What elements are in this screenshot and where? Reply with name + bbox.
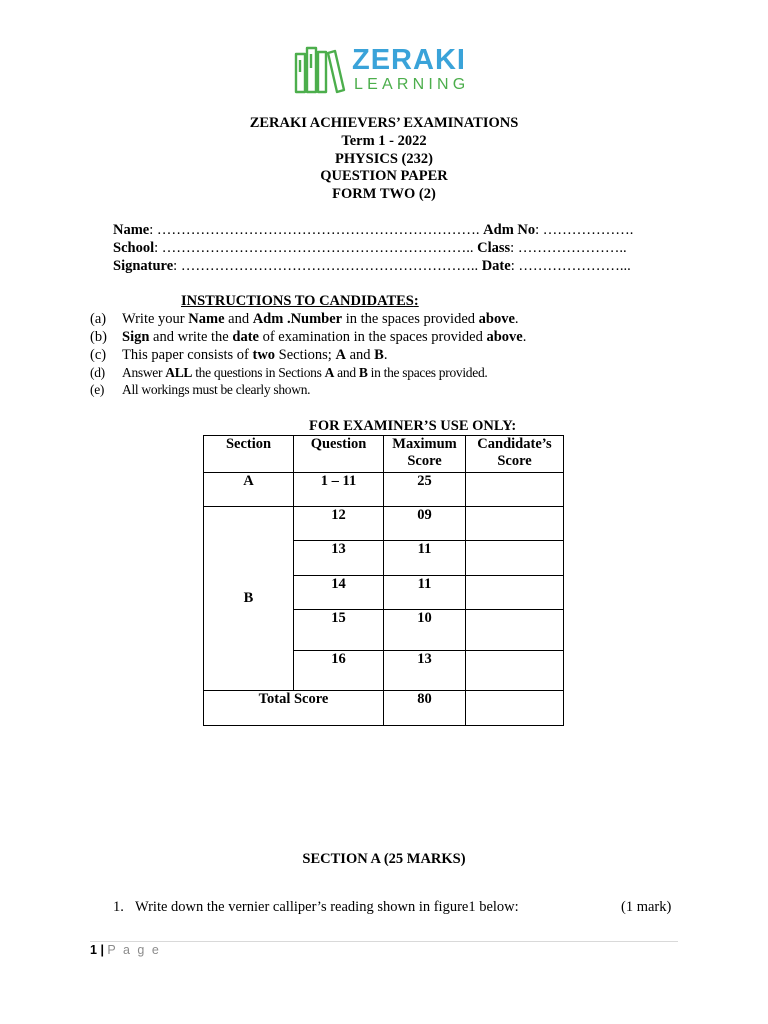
- signature-field[interactable]: : ……………………………………………………..: [173, 258, 479, 274]
- question-cell: 16: [294, 651, 384, 691]
- instruction-e: (e) All workings must be clearly shown.: [90, 382, 311, 397]
- page-separator: |: [100, 943, 104, 957]
- name-field[interactable]: : ………………………………………………………….: [149, 222, 480, 238]
- name-adm-row: [113, 222, 673, 239]
- candidate-score-cell[interactable]: [466, 507, 564, 541]
- header-candidate-score: Candidate’s Score: [466, 436, 564, 473]
- class-label: Class: [477, 240, 511, 256]
- page-footer: [90, 943, 161, 957]
- signature-date-row: [113, 258, 673, 275]
- logo-sub: LEARNING: [354, 76, 470, 93]
- school-class-row: [113, 240, 673, 257]
- section-a-title: SECTION A (25 MARKS): [302, 851, 466, 867]
- section-cell: A: [204, 473, 294, 507]
- adm-field[interactable]: : ……………….: [535, 222, 634, 238]
- examiner-title: FOR EXAMINER’S USE ONLY:: [309, 418, 517, 434]
- total-max-score: 80: [384, 691, 466, 726]
- logo-brand: ZERAKI: [352, 44, 466, 76]
- question-1-number: 1.: [113, 899, 124, 915]
- adm-label: Adm No: [483, 222, 536, 238]
- exam-form: FORM TWO (2): [332, 186, 436, 202]
- candidate-score-cell[interactable]: [466, 473, 564, 507]
- question-1: [113, 899, 519, 916]
- header-max-score: Maximum Score: [384, 436, 466, 473]
- max-score-cell: 25: [384, 473, 466, 507]
- table-row: [204, 473, 564, 507]
- question-cell: 13: [294, 541, 384, 576]
- candidate-score-cell[interactable]: [466, 651, 564, 691]
- candidate-score-cell[interactable]: [466, 576, 564, 610]
- exam-subject: PHYSICS (232): [335, 151, 433, 167]
- candidate-score-cell[interactable]: [466, 610, 564, 651]
- question-cell: 12: [294, 507, 384, 541]
- header-section: Section: [204, 436, 294, 473]
- candidate-score-cell[interactable]: [466, 541, 564, 576]
- class-field[interactable]: : …………………..: [510, 240, 627, 256]
- max-score-cell: 11: [384, 576, 466, 610]
- exam-paper: QUESTION PAPER: [320, 168, 448, 184]
- instruction-d: (d) Answer ALL the questions in Sections A and B in the spaces provided.: [90, 365, 488, 380]
- max-score-cell: 13: [384, 651, 466, 691]
- exam-term: Term 1 - 2022: [341, 133, 427, 149]
- instruction-c: (c) This paper consists of two Sections; A and B.: [90, 347, 388, 363]
- instruction-a: (a) Write your Name and Adm .Number in the spaces provided above.: [90, 311, 519, 327]
- header-question: Question: [294, 436, 384, 473]
- total-score-label: Total Score: [204, 691, 384, 726]
- max-score-cell: 09: [384, 507, 466, 541]
- table-header-row: [204, 436, 564, 473]
- date-field[interactable]: : …………………...: [510, 258, 631, 274]
- page-word: P a g e: [107, 943, 161, 957]
- date-label: Date: [481, 258, 511, 274]
- max-score-cell: 10: [384, 610, 466, 651]
- table-row: [204, 507, 564, 541]
- question-cell: 15: [294, 610, 384, 651]
- instruction-b: (b) Sign and write the date of examination in the spaces provided above.: [90, 329, 527, 345]
- instructions-title: INSTRUCTIONS TO CANDIDATES:: [181, 293, 419, 309]
- question-cell: 14: [294, 576, 384, 610]
- page-number: 1: [90, 943, 97, 957]
- section-cell: B: [204, 507, 294, 691]
- question-1-text: Write down the vernier calliper’s reading shown in figure1 below:: [135, 899, 519, 915]
- examiner-score-table: [203, 435, 564, 726]
- question-cell: 1 – 11: [294, 473, 384, 507]
- max-score-cell: 11: [384, 541, 466, 576]
- question-1-marks: (1 mark): [621, 899, 672, 915]
- books-icon: [294, 44, 346, 96]
- school-label: School: [113, 240, 155, 256]
- name-label: Name: [113, 222, 150, 238]
- signature-label: Signature: [113, 258, 174, 274]
- school-field[interactable]: : ………………………………………………………..: [154, 240, 474, 256]
- exam-title: ZERAKI ACHIEVERS’ EXAMINATIONS: [249, 115, 519, 131]
- footer-divider: [90, 941, 678, 942]
- table-total-row: [204, 691, 564, 726]
- zeraki-learning-logo: [294, 44, 484, 96]
- total-candidate-score[interactable]: [466, 691, 564, 726]
